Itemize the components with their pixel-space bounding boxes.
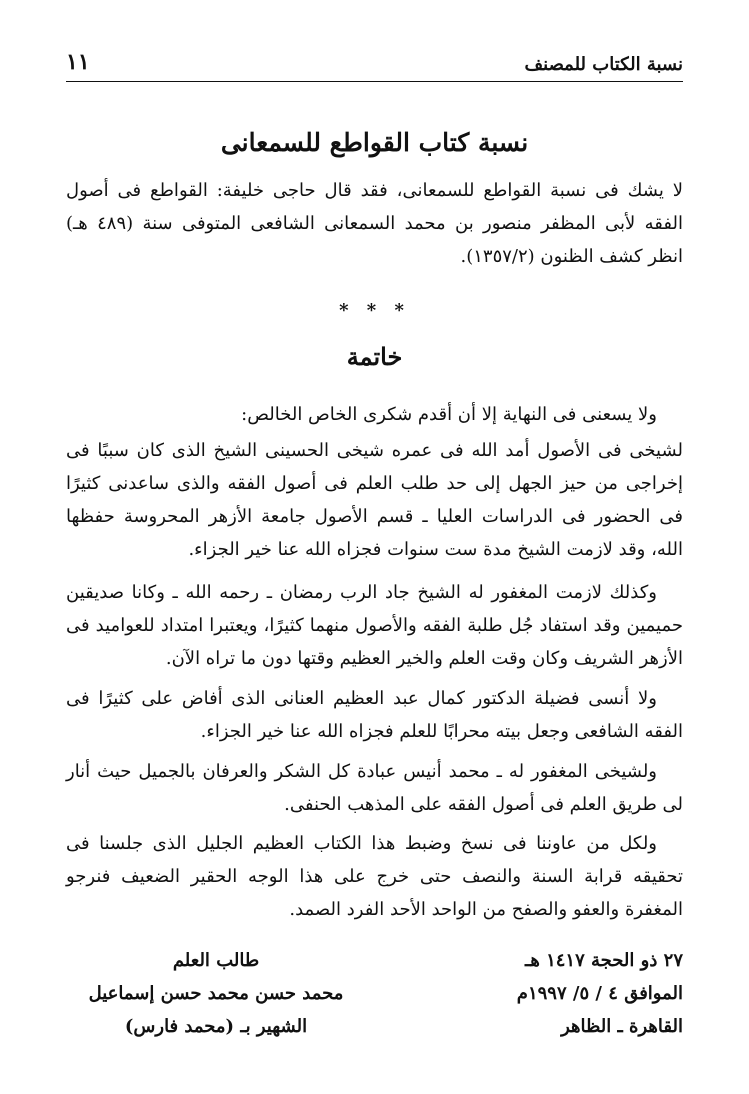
closing-paragraph-ramadan: وكذلك لازمت المغفور له الشيخ جاد الرب رمضان ـ رحمه الله ـ وكانا صديقين حميمين وقد استفاد جُل طلبة الفقه والأصول منهما كثيرًا، ويعتبرا امتداد للعواميد فى الأزهر الشريف وكان وقت العلم والخير العظيم وقتها دون ما تراه الآن. <box>66 582 683 669</box>
closing-paragraph-enani: ولا أنسى فضيلة الدكتور كمال عبد العظيم العنانى الذى أفاض على كثيرًا فى الفقه الشافعى وجعل بيته محرابًا للعلم فجزاه الله عنا خير الجزاء. <box>66 688 683 742</box>
attribution-paragraph: لا يشك فى نسبة القواطع للسمعانى، فقد قال حاجى خليفة: القواطع فى أصول الفقه لأبى المظفر منصور بن محمد السمعانى الشافعى المتوفى سنة (٤٨٩ هـ) انظر كشف الظنون (١٣٥٧/٢). <box>66 180 683 267</box>
closing-paragraph-shaykh: لشيخى فى الأصول أمد الله فى عمره شيخى الحسينى الشيخ الذى كان سببًا فى إخراجى من حيز الجهل إلى حد طلب العلم فى أصول الفقه والذى ساعدنى كثيرًا فى الحضور فى الدراسات العليا ـ قسم الأصول جامعة الأزهر المحروسة حفظها الله، وقد لازمت الشيخ مدة ست سنوات فجزاه الله عنا خير الجزاء. <box>66 440 683 560</box>
page-number: ١١ <box>66 49 90 75</box>
running-title: نسبة الكتاب للمصنف <box>524 54 683 75</box>
section-separator: * * * <box>339 300 410 321</box>
closing-paragraph-opening: ولا يسعنى فى النهاية إلا أن أقدم شكرى الخاص الخالص: <box>241 404 657 425</box>
date-gregorian: الموافق ٤ / ٥/ ١٩٩٧م <box>516 983 683 1004</box>
closing-heading: خاتمة <box>346 342 403 371</box>
page-header <box>66 46 683 82</box>
place: القاهرة ـ الظاهر <box>561 1016 683 1037</box>
author-signature-block <box>66 944 366 1043</box>
closing-paragraph-helpers: ولكل من عاوننا فى نسخ وضبط هذا الكتاب العظيم الجليل الذى جلسنا فى تحقيقه قرابة السنة والنصف حتى خرج على هذا الوجه الحقير الضعيف فنرجو المغفرة والعفو والصفح من الواحد الأحد الفرد الصمد. <box>66 833 683 920</box>
attribution-heading: نسبة كتاب القواطع للسمعانى <box>220 128 529 157</box>
author-alias: الشهير بـ (محمد فارس) <box>124 1016 308 1037</box>
closing-paragraph-anis: ولشيخى المغفور له ـ محمد أنيس عبادة كل الشكر والعرفان بالجميل حيث أنار لى طريق العلم فى أصول الفقه على المذهب الحنفى. <box>66 761 683 815</box>
date-place-block <box>383 944 683 1043</box>
author-name: محمد حسن محمد حسن إسماعيل <box>88 983 344 1004</box>
author-role: طالب العلم <box>172 950 260 971</box>
date-hijri: ٢٧ ذو الحجة ١٤١٧ هـ <box>525 950 683 971</box>
